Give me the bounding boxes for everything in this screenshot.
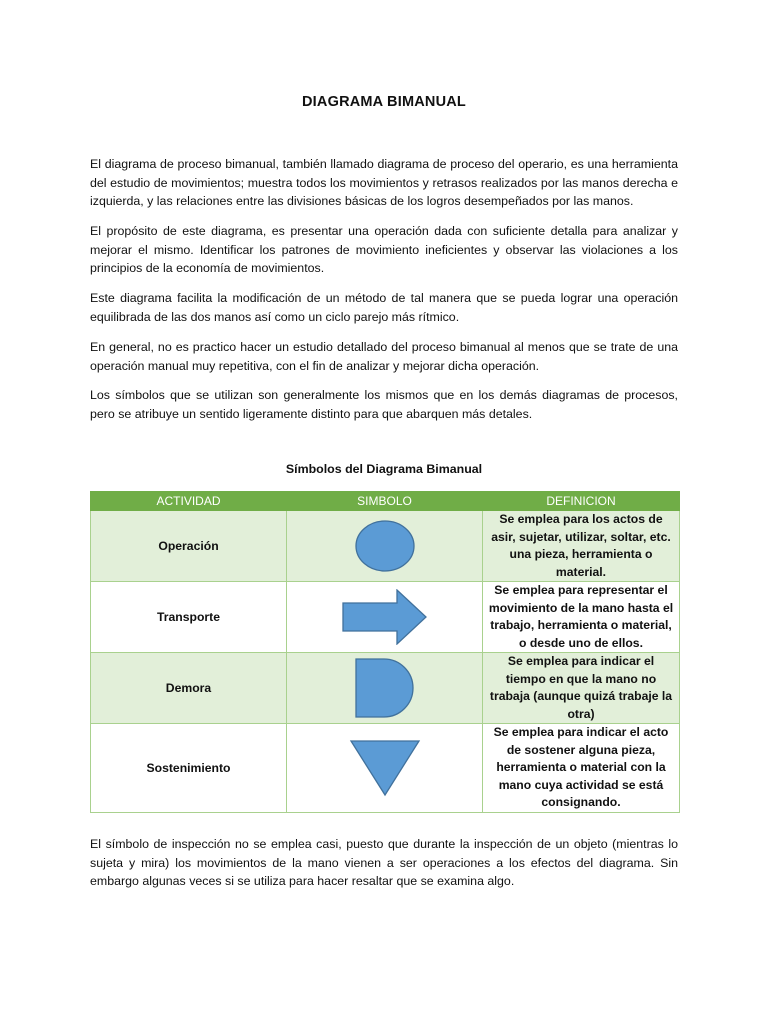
paragraph-method: Este diagrama facilita la modificación de un método de tal manera que se pueda lograr una operación equilibrada de las dos manos así como un ciclo parejo más rítmico. [90, 291, 678, 324]
table-title: Símbolos del Diagrama Bimanual [285, 462, 483, 476]
definition-cell: Se emplea para indicar el acto de sostener alguna pieza, herramienta o material con la mano cuya actividad se está consignando. [483, 724, 680, 813]
activity-cell: Operación [91, 511, 287, 582]
symbols-table [90, 491, 680, 813]
paragraph-purpose: El propósito de este diagrama, es presentar una operación dada con suficiente detalla para analizar y mejorar el mismo. Identificar los patrones de movimiento ineficientes y observar las violaciones a los principios de la economía de movimientos. [90, 224, 678, 275]
definition-cell: Se emplea para los actos de asir, sujetar, utilizar, soltar, etc. una pieza, herramienta o material. [483, 511, 680, 582]
table-row [91, 724, 680, 813]
document-title: DIAGRAMA BIMANUAL [302, 94, 466, 110]
d-shape-icon [354, 657, 416, 719]
symbol-cell [287, 582, 483, 653]
definition-cell: Se emplea para representar el movimiento de la mano hasta el trabajo, herramienta o material, o desde uno de ellos. [483, 582, 680, 653]
header-activity: ACTIVIDAD [91, 492, 287, 511]
paragraph-inspection: El símbolo de inspección no se emplea casi, puesto que durante la inspección de un objeto (mientras lo sujeta y mira) los movimientos de la mano vienen a ser operaciones a los efectos del diagrama. Sin embargo algunas veces si se utiliza para hacer resaltar que se examina algo. [90, 837, 678, 888]
activity-cell: Sostenimiento [91, 724, 287, 813]
paragraph-intro: El diagrama de proceso bimanual, también llamado diagrama de proceso del operario, es una herramienta del estudio de movimientos; muestra todos los movimientos y retrasos realizados por las manos derecha e izquierda, y las relaciones entre las divisiones básicas de los logros desempeñados por las manos. [90, 157, 678, 208]
paragraph-general: En general, no es practico hacer un estudio detallado del proceso bimanual al menos que se trate de una operación manual muy repetitiva, con el fin de analizar y mejorar dicha operación. [90, 340, 678, 373]
activity-cell: Demora [91, 653, 287, 724]
table-header-row [91, 492, 680, 511]
activity-cell: Transporte [91, 582, 287, 653]
symbol-cell [287, 511, 483, 582]
definition-cell: Se emplea para indicar el tiempo en que la mano no trabaja (aunque quizá trabaje la otra) [483, 653, 680, 724]
arrow-right-icon [342, 589, 428, 645]
circle-icon [353, 519, 417, 573]
header-symbol: SIMBOLO [287, 492, 483, 511]
table-row [91, 511, 680, 582]
symbol-cell [287, 724, 483, 813]
triangle-down-icon [349, 739, 421, 797]
table-row [91, 582, 680, 653]
header-definition: DEFINICION [483, 492, 680, 511]
symbol-cell [287, 653, 483, 724]
table-row [91, 653, 680, 724]
paragraph-symbols: Los símbolos que se utilizan son generalmente los mismos que en los demás diagramas de procesos, pero se atribuye un sentido ligeramente distinto para que abarquen más detales. [90, 388, 678, 421]
